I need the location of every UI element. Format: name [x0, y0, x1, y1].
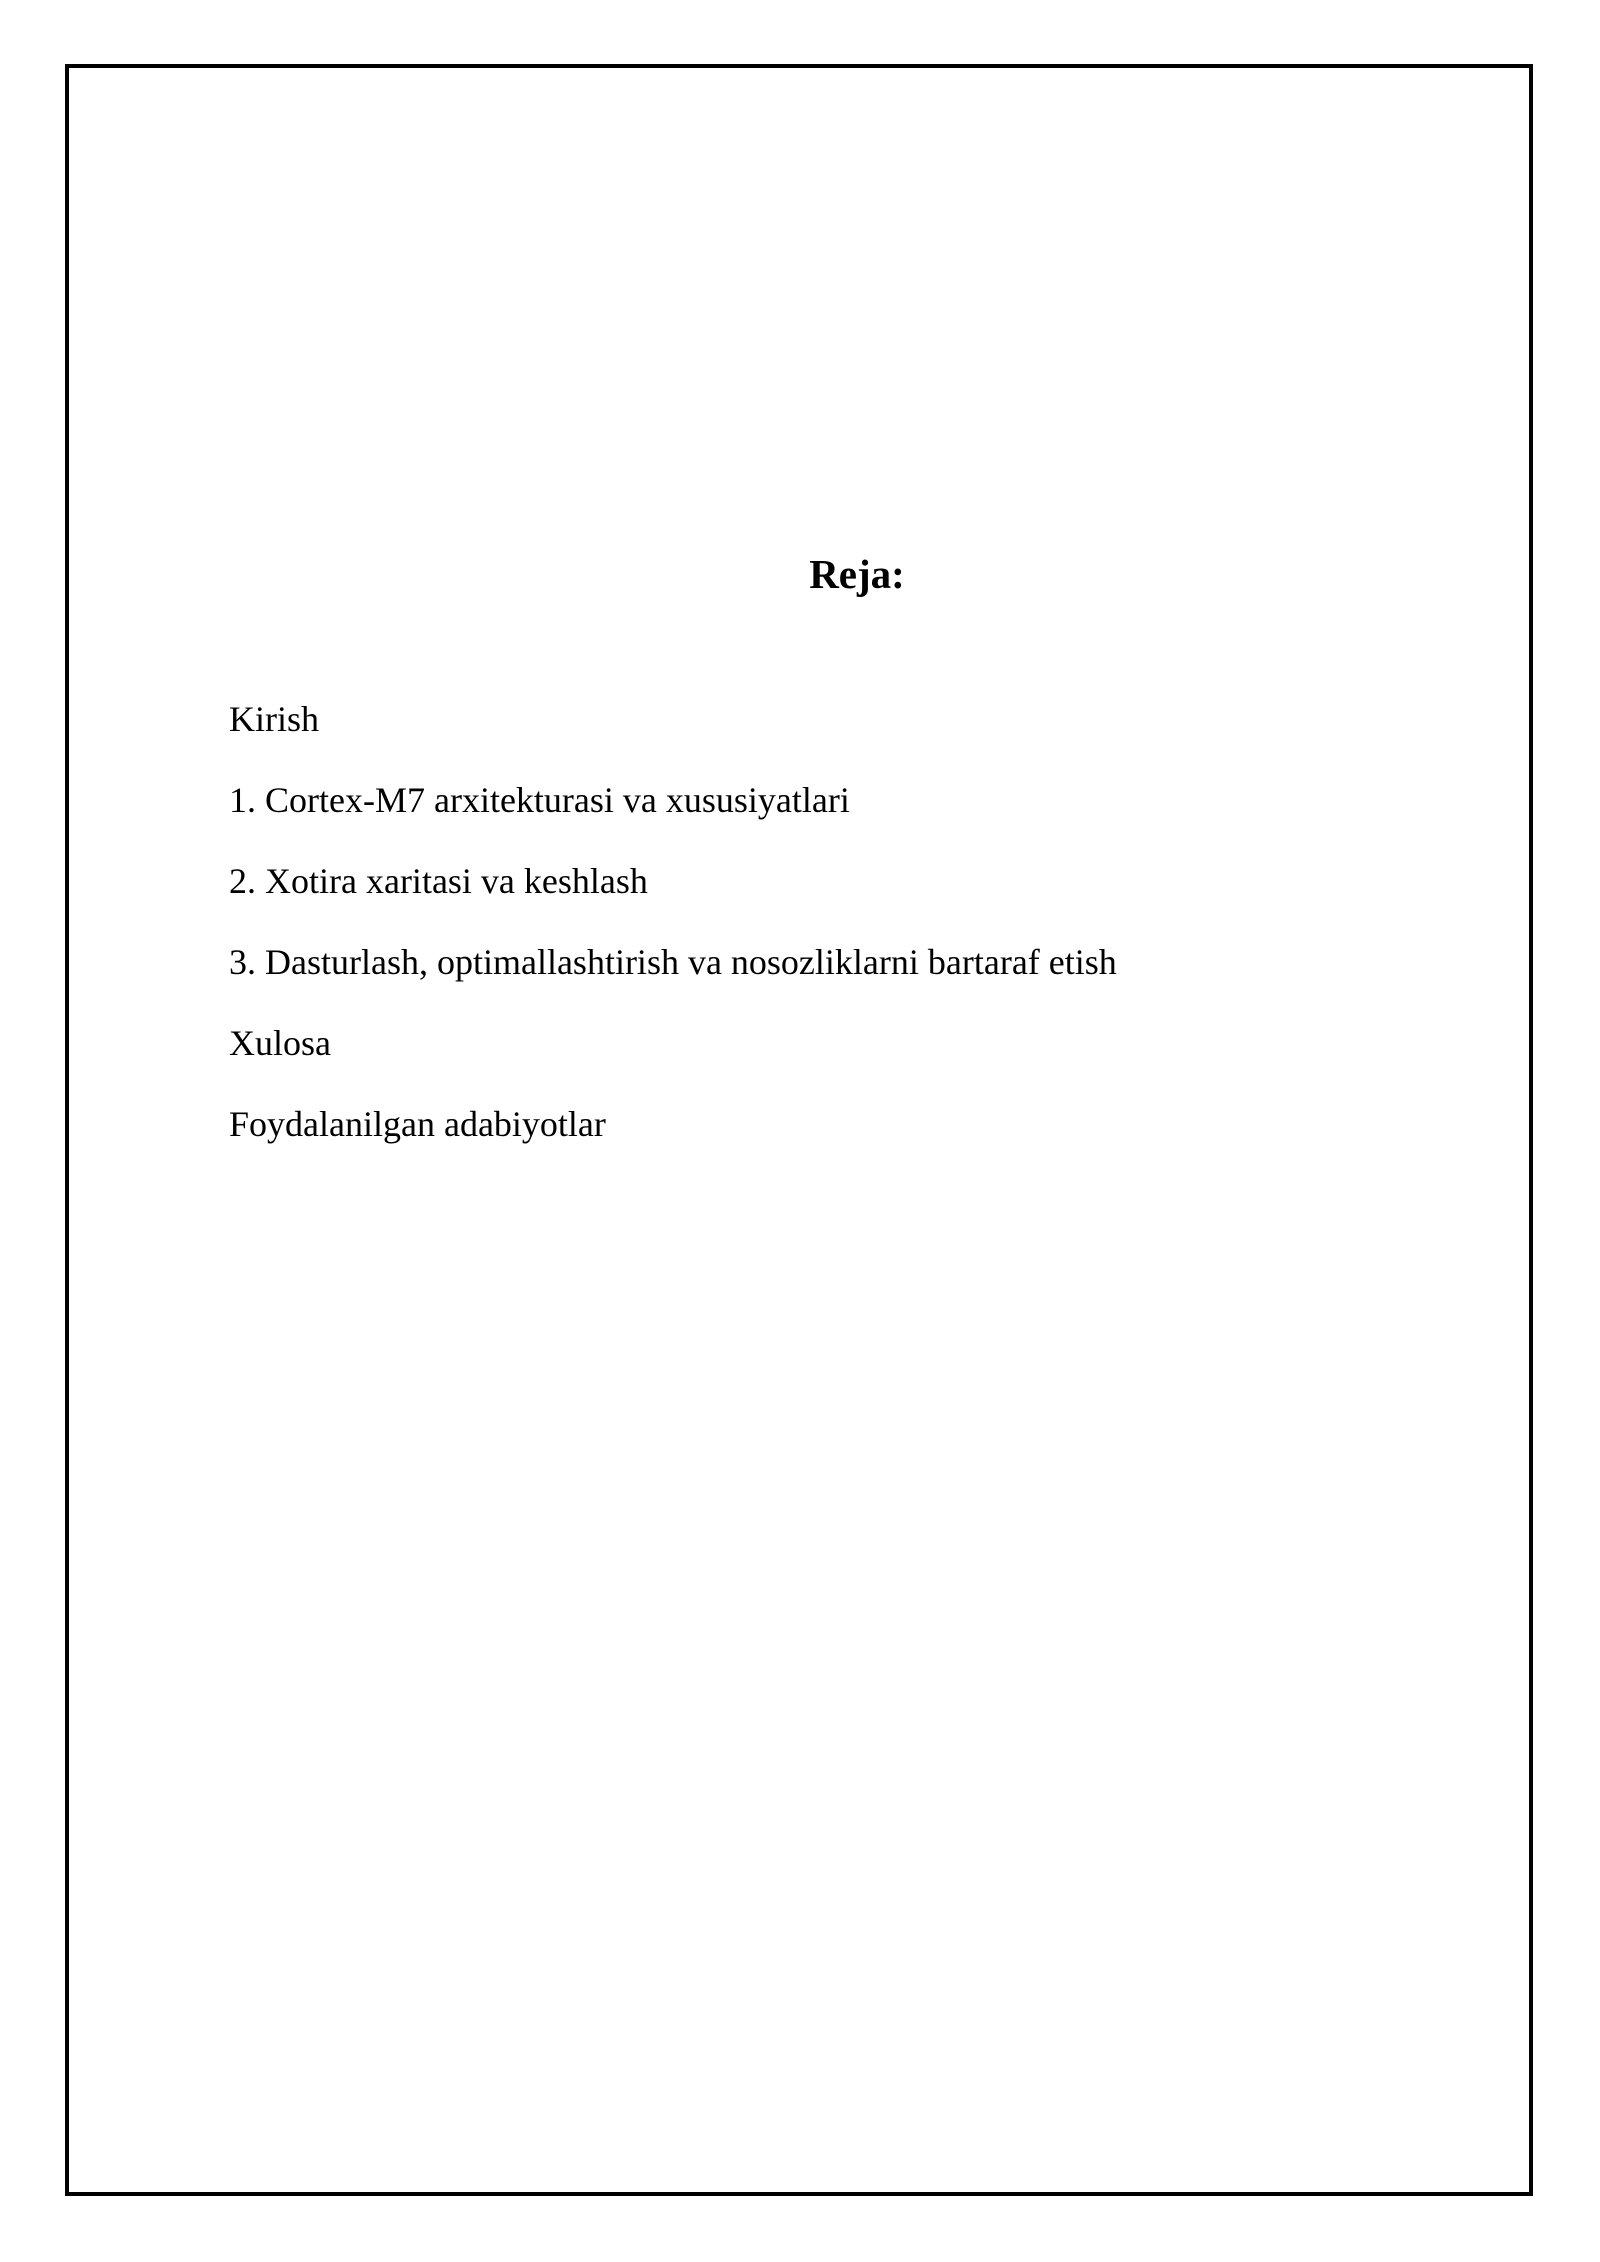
toc-item-section-1: 1. Cortex-M7 arxitekturasi va xususiyatlari: [229, 780, 850, 820]
toc-item-section-2: 2. Xotira xaritasi va keshlash: [229, 861, 648, 901]
toc-item-conclusion: Xulosa: [229, 1023, 331, 1063]
toc-item-references: Foydalanilgan adabiyotlar: [229, 1104, 606, 1144]
toc-item-introduction: Kirish: [229, 699, 319, 739]
page-title: Reja:: [809, 551, 905, 597]
toc-item-section-3: 3. Dasturlash, optimallashtirish va nosozliklarni bartaraf etish: [229, 942, 1117, 982]
table-of-contents: [229, 697, 1117, 1183]
